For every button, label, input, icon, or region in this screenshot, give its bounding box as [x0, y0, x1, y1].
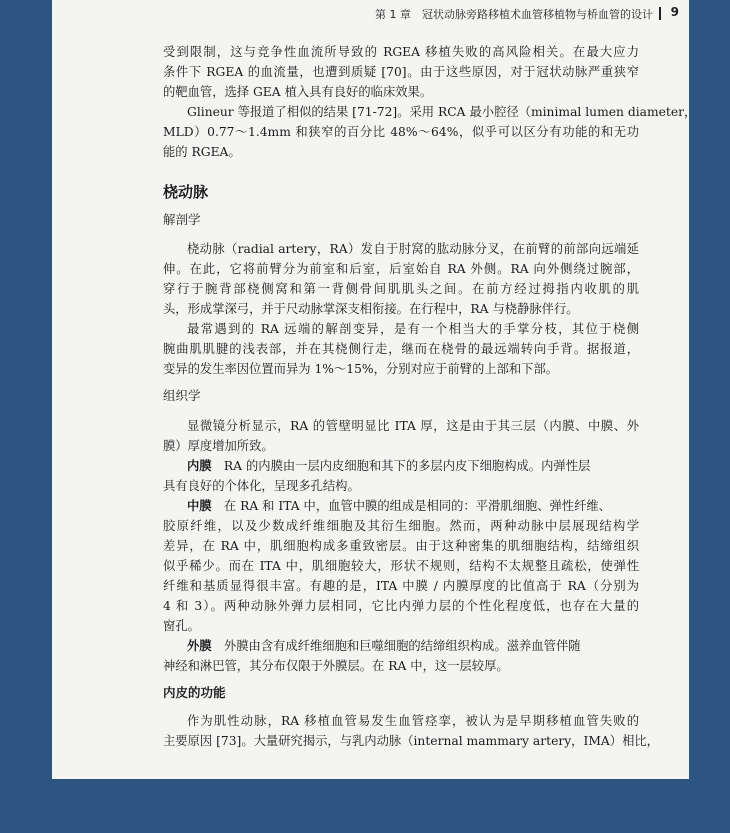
text-line: 纤维和基质显得很丰富。有趣的是，ITA 中膜 / 内膜厚度的比值高于 RA（分别为: [163, 579, 639, 593]
text-line: 最常遇到的 RA 远端的解剖变异，是有一个相当大的手掌分枝，其位于桡侧: [187, 322, 639, 336]
text-line: [187, 457, 639, 475]
intima-text: RA 的内膜由一层内皮细胞和其下的多层内皮下细胞构成。内弹性层: [223, 459, 591, 473]
text-line: 伸。在此，它将前臂分为前室和后室，后室始自 RA 外侧。RA 向外侧绕过腕部，: [163, 262, 639, 276]
text-line: 窗孔。: [163, 619, 200, 633]
text-line: 4 和 3）。两种动脉外弹力层相同，它比内弹力层的个性化程度低，也存在大量的: [163, 599, 639, 613]
text-line: 具有良好的个体化，呈现多孔结构。: [163, 479, 360, 493]
text-line: 变异的发生率因位置而异为 1%～15%，分别对应于前臂的上部和下部。: [163, 362, 559, 376]
text-line: 神经和淋巴管，其分布仅限于外膜层。在 RA 中，这一层较厚。: [163, 659, 509, 673]
subsection-heading: 组织学: [163, 388, 201, 403]
header-divider: [659, 7, 661, 20]
text-line: 胶原纤维，以及少数成纤维细胞及其衍生细胞。然而，两种动脉中层展现结构学: [163, 519, 639, 533]
text-line: 头，形成掌深弓，并于尺动脉掌深支相衔接。在行程中，RA 与桡静脉伴行。: [163, 302, 579, 316]
text-line: 受到限制，这与竞争性血流所导致的 RGEA 移植失败的高风险相关。在最大应力: [163, 45, 639, 59]
intima-lead: 内膜: [187, 459, 212, 473]
subsection-heading: 解剖学: [163, 212, 201, 227]
text-line: 桡动脉（radial artery，RA）发自于肘窝的肱动脉分叉，在前臂的前部向远端延: [187, 242, 639, 256]
adventitia-text: 外膜由含有成纤维细胞和巨噬细胞的结缔组织构成。滋养血管伴随: [223, 639, 581, 653]
adventitia-lead: 外膜: [187, 639, 212, 653]
text-line: 的靶血管，选择 GEA 植入具有良好的临床效果。: [163, 85, 433, 99]
text-line: Glineur 等报道了相似的结果 [71-72]。采用 RCA 最小腔径（minimal lumen diameter，: [187, 105, 697, 119]
text-line: MLD）0.77～1.4mm 和狭窄的百分比 48%～64%，似乎可以区分有功能的和无功: [163, 125, 639, 139]
text-line: 膜）厚度增加所致。: [163, 439, 274, 453]
text-line: 腕曲肌肌腱的浅表部，并在其桡侧行走，继而在桡骨的最远端转向手背。据报道，: [163, 342, 639, 356]
subsection-heading: 内皮的功能: [163, 685, 226, 700]
media-text: 在 RA 和 ITA 中，血管中膜的组成是相同的：平滑肌细胞、弹性纤维、: [223, 499, 611, 513]
text-line: 差异，在 RA 中，肌细胞构成多重致密层。由于这种密集的肌细胞结构，结缔组织: [163, 539, 639, 553]
chapter-title: 第 1 章 冠状动脉旁路移植术血管移植物与桥血管的设计: [375, 8, 653, 21]
text-line: 能的 RGEA。: [163, 145, 241, 159]
text-line: 显微镜分析显示，RA 的管壁明显比 ITA 厚，这是由于其三层（内膜、中膜、外: [187, 419, 639, 433]
text-line: 似乎稀少。而在 ITA 中，肌细胞较大，形状不规则，结构不太规整且疏松，使弹性: [163, 559, 639, 573]
book-page: [52, 0, 697, 779]
media-lead: 中膜: [187, 499, 212, 513]
page-number: 9: [670, 5, 679, 19]
text-line: [187, 497, 639, 515]
running-header: [52, 6, 689, 22]
text-line: 条件下 RGEA 的血流量，也遭到质疑 [70]。由于这些原因，对于冠状动脉严重狭窄: [163, 65, 639, 79]
text-line: 作为肌性动脉，RA 移植血管易发生血管痉挛，被认为是早期移植血管失败的: [187, 714, 639, 728]
text-line: 主要原因 [73]。大量研究揭示，与乳内动脉（internal mammary artery，IMA）相比，: [163, 734, 659, 748]
section-title: 桡动脉: [163, 183, 209, 201]
text-line: 穿行于腕背部桡侧窝和第一背侧骨间肌肌头之间。在前方经过拇指内收肌的肌: [163, 282, 639, 296]
text-line: [187, 637, 639, 655]
